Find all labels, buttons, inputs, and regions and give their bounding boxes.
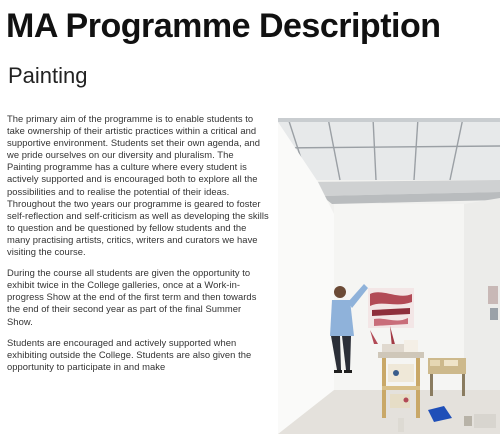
- description-text: [7, 113, 269, 382]
- pinned-paper: [490, 308, 498, 320]
- skylight: [278, 118, 500, 180]
- page-subtitle: Painting: [8, 63, 88, 88]
- studio-photo: [278, 118, 500, 434]
- page-title: MA Programme Description: [6, 7, 441, 45]
- work-table: [378, 340, 424, 418]
- pinned-paper: [488, 286, 498, 304]
- paragraph-2: During the course all students are given the opportunity to exhibit twice in the College galleries, once at a Work-in-progress Show at the end of the first term and then towards the end of their second year as part of the final Summer Show.: [7, 267, 257, 327]
- paragraph-3: Students are encouraged and actively supported when exhibiting outside the College. Students are also given the opportunity to participate in and make: [7, 336, 252, 372]
- studio-photo-illustration: [278, 118, 500, 434]
- paragraph-1: The primary aim of the programme is to enable students to take ownership of their artistic practices within a critical and supportive environment. Students set their own agenda, and we pride ourselves on our diversity and pluralism. The Painting programme has a culture where every student is actively supported and is encouraged both to explore all the possibilities and to realise the potential of their ideas. Throughout the two years our programme is geared to foster self-reflection and self-criticism as well as developing the skills to question and be questioned by fellow students and the many practising artists, critics, writers and curators we have visiting the course.: [7, 113, 269, 258]
